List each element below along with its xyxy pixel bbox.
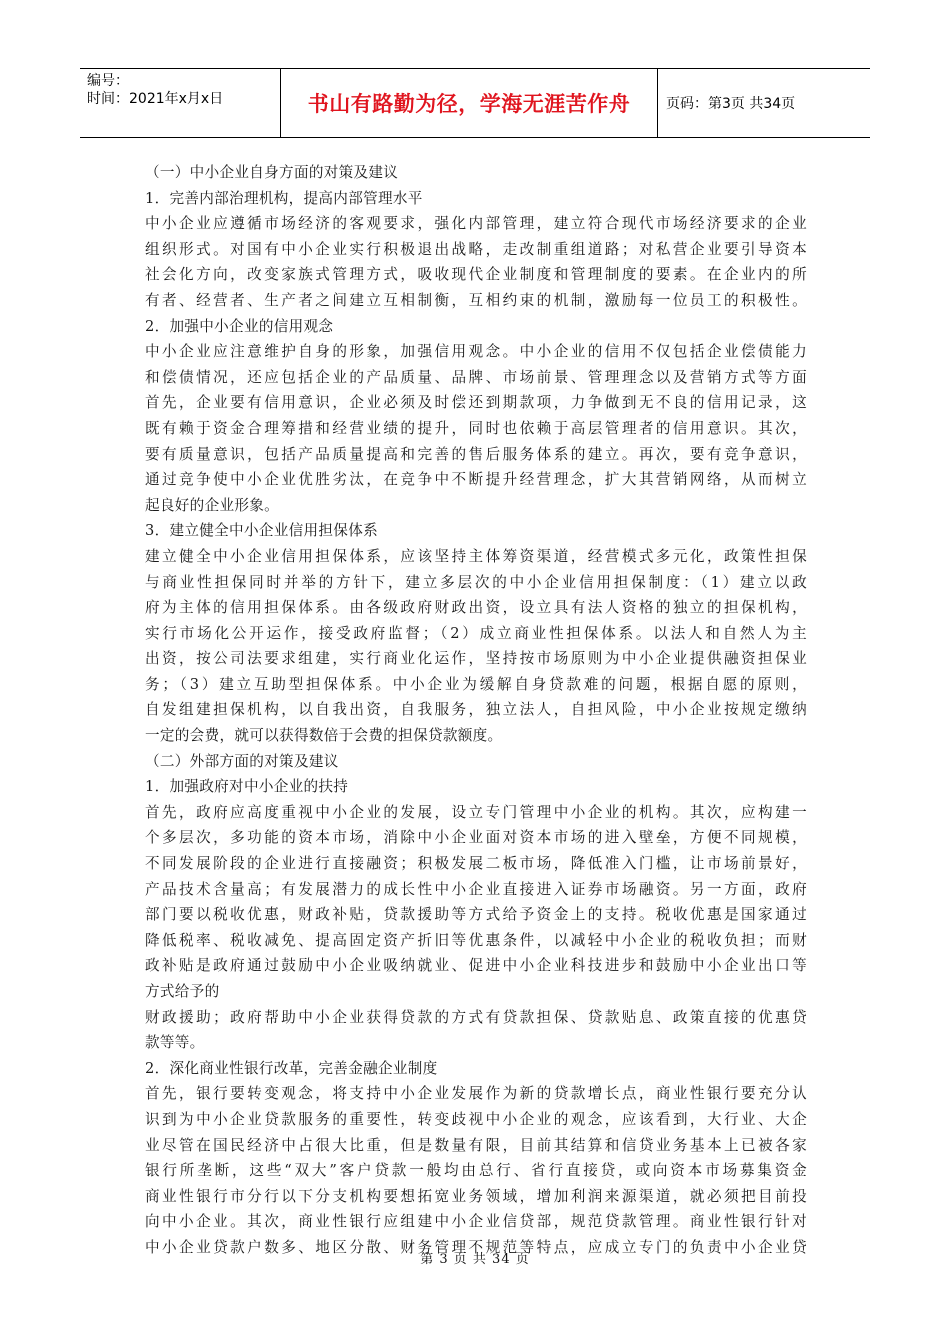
text-line: 识到为中小企业贷款服务的重要性，转变歧视中小企业的观念，应该看到，大行业、大企 [145, 1110, 807, 1128]
text-line: 既有赖于资金合理筹措和经营业绩的提升，同时也依赖于高层管理者的信用意识。其次， [145, 419, 807, 437]
text-line: 出资，按公司法要求组建，实行商业化运作，坚持按市场原则为中小企业提供融资担保业 [145, 650, 807, 668]
text-line: 3．建立健全中小企业信用担保体系 [145, 522, 378, 540]
header-motto-cell [281, 69, 658, 137]
document-header [80, 68, 870, 138]
text-line: 款等等。 [145, 1034, 205, 1052]
text-line: 首先，企业要有信用意识，企业必须及时偿还到期款项，力争做到无不良的信用记录，这 [145, 394, 807, 412]
text-line: 组织形式。对国有中小企业实行积极退出战略，走改制重组道路；对私营企业要引导资本 [145, 240, 807, 258]
text-line: 2．深化商业性银行改革，完善金融企业制度 [145, 1059, 438, 1077]
text-line: 产品技术含量高；有发展潜力的成长性中小企业直接进入证券市场融资。另一方面，政府 [145, 880, 807, 898]
text-line: 有者、经营者、生产者之间建立互相制衡，互相约束的机制，激励每一位员工的积极性。 [145, 291, 807, 309]
text-line: 中小企业应注意维护自身的形象，加强信用观念。中小企业的信用不仅包括企业偿债能力 [145, 343, 807, 361]
text-line: 不同发展阶段的企业进行直接融资；积极发展二板市场，降低准入门槛，让市场前景好， [145, 855, 807, 873]
text-line: 府为主体的信用担保体系。由各级政府财政出资，设立具有法人资格的独立的担保机构， [145, 599, 807, 617]
text-line: 降低税率、税收减免、提高固定资产折旧等优惠条件，以减轻中小企业的税收负担；而财 [145, 931, 807, 949]
text-line: 政补贴是政府通过鼓励中小企业吸纳就业、促进中小企业科技进步和鼓励中小企业出口等 [145, 957, 807, 975]
motto-text: 书山有路勤为径，学海无涯苦作舟 [307, 92, 631, 116]
page-info: 页码：第3页 共34页 [666, 96, 796, 112]
text-line: 个多层次，多功能的资本市场，消除中小企业面对资本市场的进入壁垒，方便不同规模， [145, 829, 807, 847]
text-line: 银行所垄断，这些“双大”客户贷款一般均由总行、省行直接贷，或向资本市场募集资金 [145, 1162, 807, 1180]
text-line: 和偿债情况，还应包括企业的产品质量、品牌、市场前景、管理理念以及营销方式等方面 [145, 368, 807, 386]
text-line: 商业性银行市分行以下分支机构要想拓宽业务领域，增加利润来源渠道，就必须把目前投 [145, 1187, 807, 1205]
text-line: 首先，银行要转变观念，将支持中小企业发展作为新的贷款增长点，商业性银行要充分认 [145, 1085, 807, 1103]
text-line: 2．加强中小企业的信用观念 [145, 317, 334, 335]
text-line: 社会化方向，改变家族式管理方式，吸收现代企业制度和管理制度的要素。在企业内的所 [145, 266, 807, 284]
text-line: 1．完善内部治理机构，提高内部管理水平 [145, 189, 423, 207]
text-line: 自发组建担保机构，以自我出资，自我服务，独立法人，自担风险，中小企业按规定缴纳 [145, 701, 807, 719]
text-line: 实行市场化公开运作，接受政府监督；（2）成立商业性担保体系。以法人和自然人为主 [145, 624, 807, 642]
text-line: 通过竞争使中小企业优胜劣汰，在竞争中不断提升经营理念，扩大其营销网络，从而树立 [145, 471, 807, 489]
page-footer: 第 3 页 共 34 页 [420, 1252, 530, 1267]
doc-number-label: 编号： [87, 73, 129, 89]
text-line: 起良好的企业形象。 [145, 496, 280, 514]
text-line: 方式给予的 [145, 983, 220, 1000]
header-meta-cell [80, 69, 281, 137]
date-label: 时间：2021年x月x日 [87, 91, 224, 107]
text-line: （一）中小企业自身方面的对策及建议 [145, 164, 399, 181]
text-line: 中小企业贷款户数多、地区分散、财务管理不规范等特点，应成立专门的负责中小企业贷 [145, 1238, 807, 1256]
text-line: 务；（3）建立互助型担保体系。中小企业为缓解自身贷款难的问题，根据自愿的原则， [145, 675, 807, 693]
text-line: 与商业性担保同时并举的方针下，建立多层次的中小企业信用担保制度：（1）建立以政 [145, 573, 807, 591]
text-line: （二）外部方面的对策及建议 [145, 752, 339, 770]
text-line: 部门要以税收优惠，财政补贴，贷款援助等方式给予资金上的支持。税收优惠是国家通过 [145, 906, 807, 924]
text-line: 一定的会费，就可以获得数倍于会费的担保贷款额度。 [145, 727, 503, 745]
document-body [145, 160, 807, 1261]
header-page-cell [658, 69, 870, 137]
text-line: 向中小企业。其次，商业性银行应组建中小企业信贷部，规范贷款管理。商业性银行针对 [145, 1213, 807, 1231]
text-line: 业尽管在国民经济中占很大比重，但是数量有限，目前其结算和信贷业务基本上已被各家 [145, 1136, 807, 1154]
text-line: 财政援助；政府帮助中小企业获得贷款的方式有贷款担保、贷款贴息、政策直接的优惠贷 [145, 1008, 807, 1026]
text-line: 建立健全中小企业信用担保体系，应该坚持主体筹资渠道，经营模式多元化，政策性担保 [145, 547, 807, 565]
text-line: 中小企业应遵循市场经济的客观要求，强化内部管理，建立符合现代市场经济要求的企业 [145, 215, 807, 233]
text-line: 1．加强政府对中小企业的扶持 [145, 778, 349, 796]
text-line: 首先，政府应高度重视中小企业的发展，设立专门管理中小企业的机构。其次，应构建一 [145, 803, 807, 821]
text-line: 要有质量意识，包括产品质量提高和完善的售后服务体系的建立。再次，要有竞争意识， [145, 445, 807, 463]
